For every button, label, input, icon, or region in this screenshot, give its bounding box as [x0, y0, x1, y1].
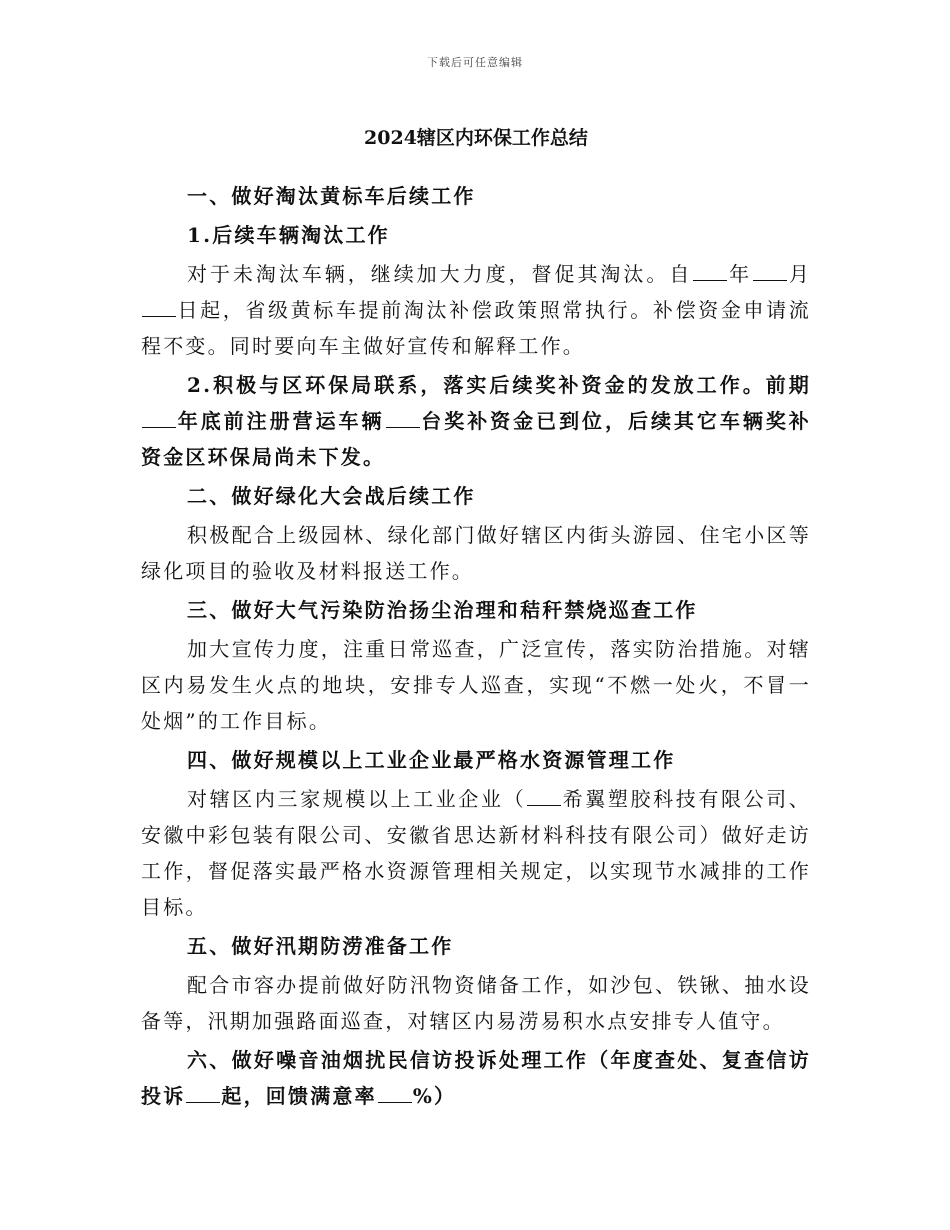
- fill-blank: [186, 1084, 220, 1103]
- section-1-heading: 一、做好淘汰黄标车后续工作: [187, 184, 476, 208]
- section-4-paragraph: 对辖区内三家规模以上工业企业（ 希翼塑胶科技有限公司、安徽中彩包装有限公司、安徽省思达新材料科技有限公司）做好走访工作，督促落实最严格水资源管理相关规定，以实现节水减排的工作目标。: [141, 787, 812, 919]
- section-5-heading: 五、做好汛期防涝准备工作: [187, 934, 454, 958]
- section-4-heading: 四、做好规模以上工业企业最严格水资源管理工作: [187, 748, 676, 772]
- fill-blank: [142, 409, 176, 428]
- section-3-paragraph: 加大宣传力度，注重日常巡查，广泛宣传，落实防治措施。对辖区内易发生火点的地块，安排专人巡查，实现“不燃一处火，不冒一处烟”的工作目标。: [141, 637, 811, 733]
- section-2-heading: 二、做好绿化大会战后续工作: [187, 484, 476, 508]
- section-5-paragraph: 配合市容办提前做好防汛物资储备工作，如沙包、铁锹、抽水设备等，汛期加强路面巡查，对辖区内易涝易积水点安排专人值守。: [141, 973, 811, 1033]
- page-header-note: 下载后可任意编辑: [427, 56, 523, 69]
- fill-blank: [386, 409, 420, 428]
- fill-blank: [753, 262, 787, 281]
- section-2-paragraph: 积极配合上级园林、绿化部门做好辖区内街头游园、住宅小区等绿化项目的验收及材料报送工作。: [141, 523, 811, 583]
- fill-blank: [693, 262, 727, 281]
- section-3-heading: 三、做好大气污染防治扬尘治理和秸秆禁烧巡查工作: [187, 598, 698, 622]
- section-1-paragraph-1: 对于未淘汰车辆，继续加大力度，督促其淘汰。自 年 月日起，省级黄标车提前淘汰补偿政策照常执行。补偿资金申请流程不变。同时要向车主做好宣传和解释工作。: [141, 262, 812, 358]
- document-title: 2024辖区内环保工作总结: [364, 127, 588, 149]
- section-6-heading: 六、做好噪音油烟扰民信访投诉处理工作（年度查处、复查信访投诉 起，回馈满意率 %）: [141, 1048, 811, 1108]
- document-body: [141, 120, 811, 1114]
- section-1-sub-1: 1.后续车辆淘汰工作: [187, 223, 390, 247]
- fill-blank: [378, 1084, 412, 1103]
- fill-blank: [142, 298, 176, 317]
- fill-blank: [527, 787, 561, 806]
- section-1-sub-2: 2.积极与区环保局联系，落实后续奖补资金的发放工作。前期年底前注册营运车辆 台奖补资金已到位，后续其它车辆奖补资金区环保局尚未下发。: [141, 373, 811, 469]
